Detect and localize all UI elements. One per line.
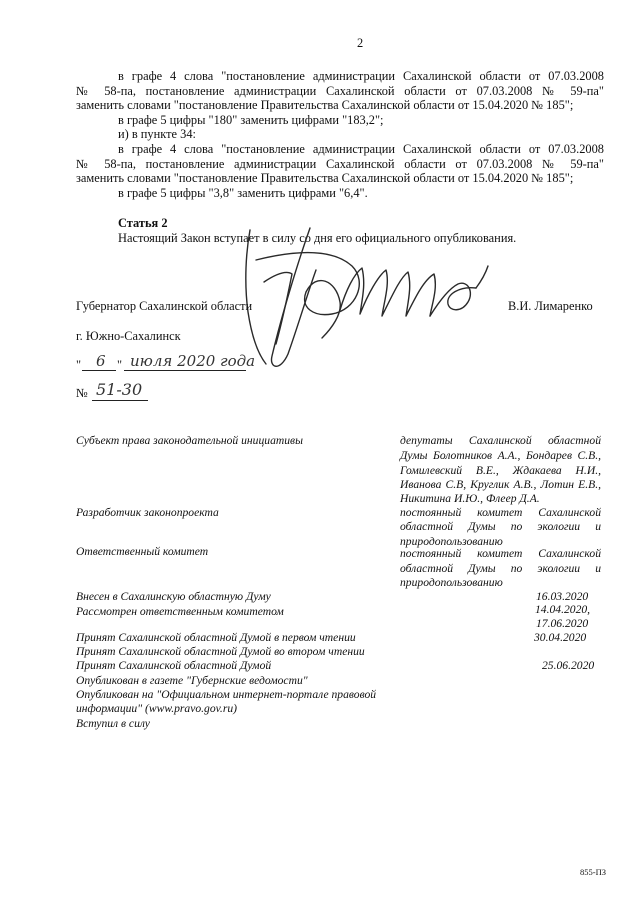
governor-title: Губернатор Сахалинской области: [76, 299, 253, 313]
committee-value-line: природопользованию: [400, 576, 503, 589]
signature: [236, 222, 498, 374]
detail-row-value: 30.04.2020: [534, 631, 587, 644]
detail-row-value: 14.04.2020,: [535, 603, 591, 616]
amendment-line: заменить словами "постановление Правительства Сахалинской области от 15.04.2020 № 185";: [76, 171, 574, 185]
detail-row-label: Принят Сахалинской областной Думой в первом чтении: [76, 631, 356, 644]
detail-row-label: Опубликован на "Официальном интернет-портале правовой: [76, 688, 377, 701]
detail-row-label: Внесен в Сахалинскую областную Думу: [76, 590, 271, 603]
governor-name: В.И. Лимаренко: [508, 299, 593, 313]
committee-value-line: постоянный комитет Сахалинской: [400, 547, 601, 560]
date-quote-open: ": [76, 358, 82, 372]
developer-label: Разработчик законопроекта: [76, 506, 219, 519]
page-number: 2: [357, 36, 364, 50]
amendment-line: заменить словами "постановление Правительства Сахалинской области от 15.04.2020 № 185";: [76, 98, 574, 112]
law-number: 51-30: [96, 380, 143, 399]
article-heading: Статья 2: [118, 216, 168, 230]
date-day: 6: [96, 352, 106, 370]
detail-row-value: 25.06.2020: [542, 659, 595, 672]
developer-value-line: постоянный комитет Сахалинской: [400, 506, 601, 519]
detail-row-label: Рассмотрен ответственным комитетом: [76, 605, 284, 618]
amendment-line: в графе 5 цифры "180" заменить цифрами "183,2";: [118, 113, 384, 127]
law-number-underline: [92, 400, 148, 401]
amendment-line: № 58-па, постановление администрации Сахалинской области от 07.03.2008 № 59-па": [76, 157, 604, 171]
developer-value-line: областной Думы по экологии и: [400, 520, 601, 533]
date-month-underline: [124, 370, 246, 371]
subject-value-line: депутаты Сахалинской областной: [400, 434, 601, 447]
subject-value-line: Гомилевский В.Е., Ждакаева Н.И.,: [400, 464, 601, 477]
date-quote-close: ": [117, 358, 123, 372]
date-month-year: июля 2020 года: [130, 352, 256, 370]
amendment-line: № 58-па, постановление администрации Сахалинской области от 07.03.2008 № 59-па": [76, 84, 604, 98]
committee-label: Ответственный комитет: [76, 545, 209, 558]
footer-code: 855-ПЗ: [580, 867, 606, 877]
detail-row-label: Принят Сахалинской областной Думой: [76, 659, 272, 672]
subject-value-line: Никитина И.Ю., Флеер Д.А.: [400, 492, 540, 505]
subject-value-line: Иванова С.В, Круглик А.В., Лотин Е.В.,: [400, 478, 601, 491]
article-text: Настоящий Закон вступает в силу со дня его официального опубликования.: [118, 231, 517, 245]
city: г. Южно-Сахалинск: [76, 329, 181, 343]
subject-label: Субъект права законодательной инициативы: [76, 434, 303, 447]
subject-value-line: Думы Болотников А.А., Бондарев С.В.,: [400, 449, 601, 462]
committee-value-line: областной Думы по экологии и: [400, 562, 601, 575]
amendment-line: и) в пункте 34:: [118, 127, 196, 141]
developer-value-line: природопользованию: [400, 535, 503, 548]
detail-row-label: Опубликован в газете "Губернские ведомости": [76, 674, 308, 687]
detail-row-label: Вступил в силу: [76, 717, 150, 730]
detail-row-label: информации" (www.pravo.gov.ru): [76, 702, 237, 715]
amendment-line: в графе 4 слова "постановление администрации Сахалинской области от 07.03.2008: [118, 142, 604, 156]
date-day-underline: [82, 370, 116, 371]
law-number-sign: №: [76, 386, 88, 400]
detail-row-value: 17.06.2020: [536, 617, 589, 630]
detail-row-label: Принят Сахалинской областной Думой во втором чтении: [76, 645, 365, 658]
amendment-line: в графе 4 слова "постановление администрации Сахалинской области от 07.03.2008: [118, 69, 604, 83]
amendment-line: в графе 5 цифры "3,8" заменить цифрами "6,4".: [118, 186, 368, 200]
detail-row-value: 16.03.2020: [536, 590, 589, 603]
